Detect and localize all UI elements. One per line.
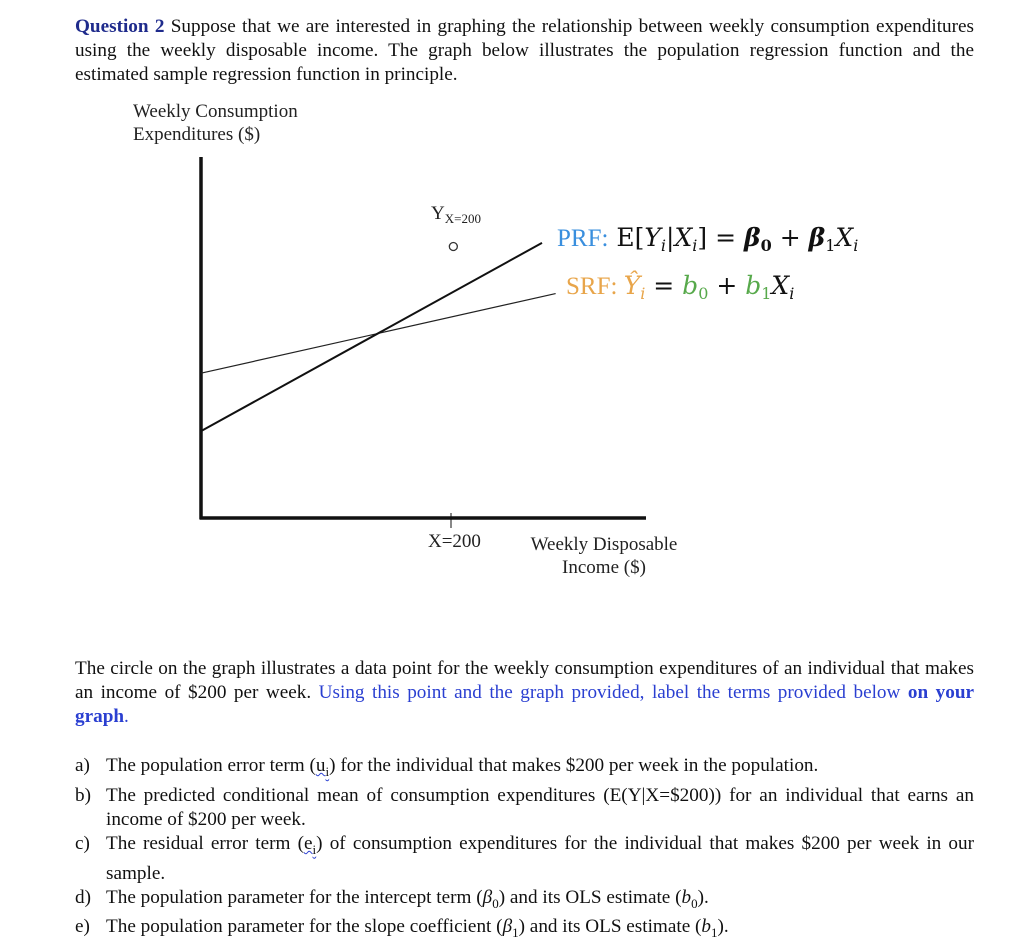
prf-sub: i (692, 236, 698, 255)
srf-x: X (771, 271, 790, 300)
x-axis-label-line2: Income ($) (562, 557, 646, 578)
task-item-c (75, 832, 974, 886)
task-item-a (75, 754, 974, 784)
srf-sub: i (789, 284, 795, 303)
prf-sub: 1 (825, 236, 836, 255)
intro-text: Suppose that we are interested in graphing the relationship between weekly consumption expenditures using the weekly disposable income. The graph below illustrates the population regression function and the estimated sample regression function in principle. (75, 16, 974, 85)
instructions-paragraph (75, 657, 974, 729)
symbol-sub: 1 (512, 925, 519, 941)
prf-y: Y (644, 223, 661, 252)
prf-beta0: β (744, 223, 761, 252)
x-axis-label (519, 533, 689, 579)
symbol-b: b (681, 886, 692, 908)
item-text: The residual error term ( (106, 832, 305, 854)
srf-plus: + (708, 271, 746, 300)
srf-yhat: Ŷ (623, 271, 641, 300)
prf-beta1: β (808, 223, 826, 252)
item-text: ) and its OLS estimate ( (518, 916, 702, 938)
prf-tag: PRF: (557, 225, 609, 252)
symbol-sub: 1 (711, 925, 718, 941)
task-list (75, 754, 974, 945)
symbol-e: e (304, 832, 313, 854)
symbol-beta: β (502, 916, 513, 938)
item-marker: b) (75, 784, 91, 806)
srf-b1: b (745, 271, 762, 300)
prf-line (201, 243, 542, 431)
outro-instruction-end: . (124, 706, 129, 727)
symbol-u: u (315, 755, 326, 776)
point-label-main: Y (431, 203, 445, 224)
item-text: ) of consumption expenditures for the individual that makes $200 per week in our sample. (106, 832, 974, 884)
item-text: ) for the individual that makes $200 per week in the population. (329, 755, 819, 776)
x-axis-label-line1: Weekly Disposable (530, 534, 678, 555)
prf-e: E[ (616, 223, 645, 252)
point-label-sub: X=200 (444, 211, 481, 226)
srf-equation (566, 271, 794, 309)
prf-sub: i (660, 236, 667, 255)
outro-instruction-bold: on your graph (75, 682, 975, 727)
prf-sub: i (853, 236, 859, 255)
item-text: The population parameter for the intercept term ( (106, 886, 483, 908)
srf-sub: i (640, 284, 646, 303)
symbol-sub: 0 (691, 895, 698, 911)
outro-instruction: Using this point and the graph provided, label the terms provided below (318, 682, 908, 703)
prf-x: X (674, 223, 693, 252)
item-marker: c) (75, 832, 90, 854)
srf-b0: b (682, 271, 699, 300)
y-axis-label-line2: Expenditures ($) (133, 124, 261, 145)
prf-bar: | (666, 223, 675, 252)
x-tick-label: X=200 (428, 531, 481, 552)
prf-close: ] = (697, 223, 745, 252)
symbol-b: b (701, 916, 711, 938)
item-marker: d) (75, 886, 91, 908)
task-item-d (75, 886, 974, 916)
task-item-b (75, 784, 974, 832)
y-axis-label-line1: Weekly Consumption (133, 101, 298, 122)
item-text: ). (697, 886, 709, 908)
data-point-circle (449, 243, 457, 251)
symbol-beta: β (482, 886, 493, 908)
item-text: The population parameter for the slope coefficient ( (106, 916, 503, 938)
question-label: Question 2 (75, 16, 165, 37)
srf-sub: 1 (761, 284, 772, 303)
item-text: ). (717, 916, 729, 938)
point-label (431, 203, 481, 227)
prf-x2: X (835, 223, 854, 252)
item-marker: e) (75, 916, 90, 938)
symbol-sub: i (312, 841, 317, 857)
srf-eq: = (645, 271, 683, 300)
task-item-e (75, 915, 974, 945)
srf-sub: 0 (698, 284, 709, 303)
outro-text: The circle on the graph illustrates a data point for the weekly consumption expenditures of an individual that makes an income of $200 per week. (75, 658, 974, 703)
prf-sub: 0 (760, 236, 772, 255)
item-text: ) and its OLS estimate ( (498, 886, 682, 908)
item-text: The predicted conditional mean of consumption expenditures (E(Y|X=$200)) for an individual that earns an income of $200 per week. (106, 784, 974, 830)
item-text: The population error term ( (106, 755, 316, 776)
prf-plus: + (771, 223, 809, 252)
prf-equation (557, 223, 858, 261)
srf-tag: SRF: (566, 273, 624, 300)
symbol-sub: i (325, 763, 330, 779)
item-marker: a) (75, 755, 90, 776)
symbol-sub: 0 (492, 895, 499, 911)
